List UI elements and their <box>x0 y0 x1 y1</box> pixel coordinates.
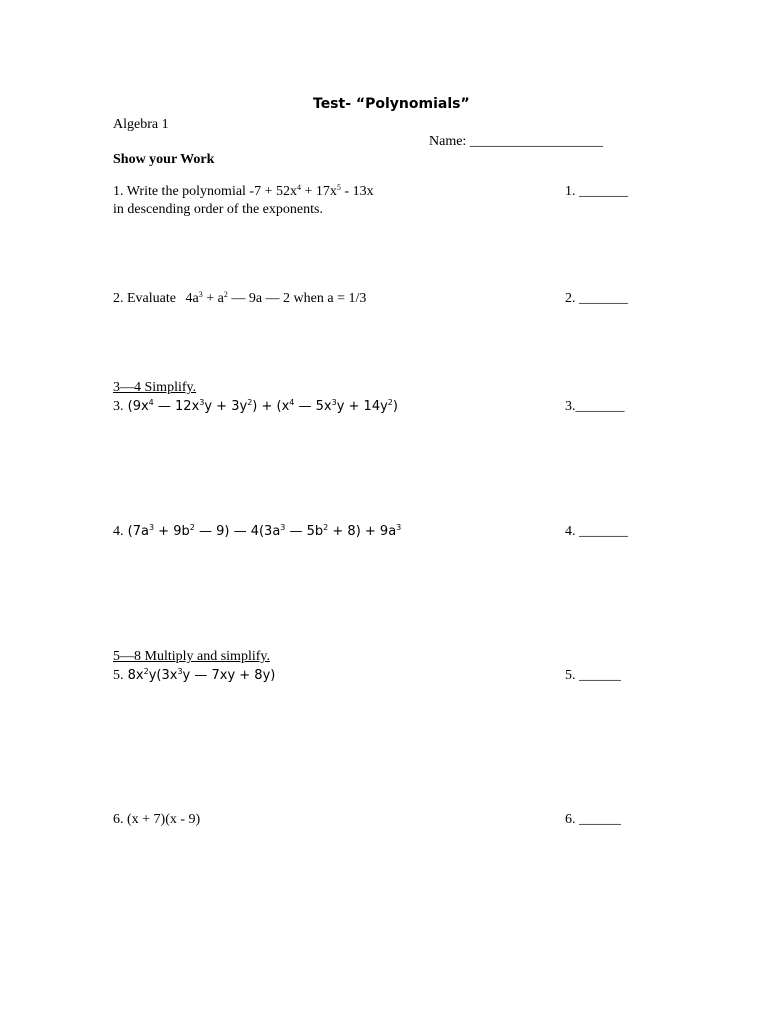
q1-exp-1: 4 <box>297 183 301 192</box>
section-heading-simplify: 3—4 Simplify. <box>113 380 197 395</box>
q4-e3: 3 <box>280 523 286 532</box>
q3-e6: 2 <box>387 398 393 407</box>
q3-e3: 2 <box>247 398 253 407</box>
q2-expression <box>185 291 366 306</box>
q3-t6: y + 14y <box>336 399 388 414</box>
q3-expression <box>124 399 398 414</box>
answer-2: 2. _______ <box>565 291 628 306</box>
q4-e5: 3 <box>396 523 402 532</box>
answer-4: 4. _______ <box>565 524 628 539</box>
question-4 <box>113 525 401 539</box>
q3-e1: 4 <box>148 398 154 407</box>
q4-e1: 3 <box>148 523 155 532</box>
q4-number: 4. <box>113 524 124 539</box>
question-1 <box>113 185 374 199</box>
question-5 <box>113 669 275 683</box>
q3-t5: — 5x <box>294 399 332 414</box>
question-2 <box>113 292 366 306</box>
q1-exp-2: 5 <box>336 183 341 192</box>
name-blank: ___________________ <box>469 134 603 149</box>
q3-e2: 3 <box>199 398 205 407</box>
q3-t2: — 12x <box>153 399 200 414</box>
q5-t2: y(3x <box>148 668 178 683</box>
q3-e5: 3 <box>331 398 337 407</box>
q5-t3: y — 7xy + 8y) <box>182 668 276 683</box>
q2-condition: when a = 1/3 <box>290 291 367 306</box>
q4-t2: + 9b <box>154 524 190 539</box>
answer-6: 6. ______ <box>565 812 621 827</box>
q1-text-2: + 17x <box>301 184 337 199</box>
q1-text: 1. Write the polynomial -7 + 52x <box>113 184 297 199</box>
question-6: 6. (x + 7)(x - 9) <box>113 812 201 827</box>
name-label: Name: <box>429 134 467 149</box>
name-field <box>429 135 603 149</box>
q2-term-2: + a <box>202 291 224 306</box>
q1-text-3: - 13x <box>340 184 374 199</box>
q3-number: 3. <box>113 399 124 414</box>
q4-t1: (7a <box>123 524 149 539</box>
instruction: Show your Work <box>113 152 215 167</box>
q2-term-1: 4a <box>185 291 199 306</box>
q2-exp-1: 3 <box>198 290 203 299</box>
q4-t5: + 8) + 9a <box>328 524 397 539</box>
q5-expression <box>124 668 276 683</box>
q2-exp-2: 2 <box>223 290 228 299</box>
q5-number: 5. <box>113 668 124 683</box>
q3-t4: ) + (x <box>252 399 290 414</box>
q4-e2: 2 <box>189 523 195 532</box>
q2-term-3: — 9a — 2 <box>227 291 291 306</box>
q4-t3: — 9) — 4(3a <box>194 524 281 539</box>
section-heading-multiply: 5—8 Multiply and simplify. <box>113 649 270 664</box>
q3-t7: ) <box>392 399 398 414</box>
q2-prefix: 2. Evaluate <box>113 291 176 306</box>
q4-e4: 2 <box>323 523 329 532</box>
q3-t1: (9x <box>123 399 149 414</box>
answer-3: 3._______ <box>565 399 625 414</box>
answer-1: 1. _______ <box>565 184 628 199</box>
q3-t3: y + 3y <box>204 399 248 414</box>
question-1-line-2: in descending order of the exponents. <box>113 202 323 217</box>
q3-e4: 4 <box>289 398 295 407</box>
question-3 <box>113 400 398 414</box>
q4-t4: — 5b <box>285 524 324 539</box>
q5-e1: 2 <box>143 667 149 676</box>
answer-5: 5. ______ <box>565 668 621 683</box>
q4-expression <box>124 524 402 539</box>
q5-e2: 3 <box>177 667 183 676</box>
page-title: Test- “Polynomials” <box>313 96 470 112</box>
course-label: Algebra 1 <box>113 117 169 132</box>
q5-t1: 8x <box>123 668 144 683</box>
